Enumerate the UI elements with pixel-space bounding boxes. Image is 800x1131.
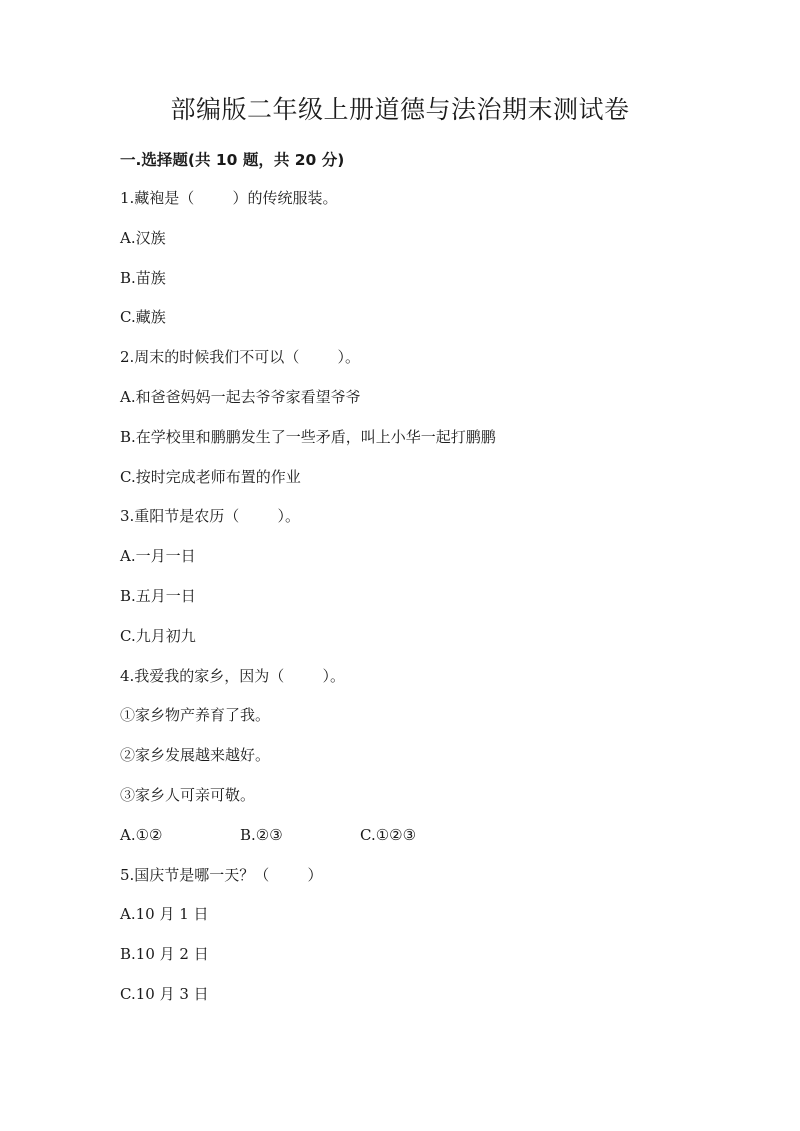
answer-option: A.和爸爸妈妈一起去爷爷家看望爷爷 [120,387,361,406]
answer-option: B.五月一日 [120,586,196,605]
question-stem: 4.我爱我的家乡，因为（ ）。 [120,666,345,685]
answer-option: C.九月初九 [120,626,196,645]
question-stem: 3.重阳节是农历（ ）。 [120,507,300,526]
section-heading: 一.选择题(共 10 题，共 20 分) [120,151,345,169]
statement: ①家乡物产养育了我。 [120,706,271,725]
question-stem: 5.国庆节是哪一天？（ ） [120,865,323,884]
page-title: 部编版二年级上册道德与法治期末测试卷 [170,95,630,124]
answer-option: C.按时完成老师布置的作业 [120,467,301,486]
answer-option: B.苗族 [120,268,166,287]
answer-option: A.一月一日 [120,547,196,566]
answer-option: C.①②③ [360,825,417,844]
answer-option: B.在学校里和鹏鹏发生了一些矛盾，叫上小华一起打鹏鹏 [120,427,496,446]
answer-option: A.10 月 1 日 [120,905,209,924]
answer-option: A.①② [120,825,163,844]
answer-option: C.藏族 [120,308,166,327]
answer-option: A.汉族 [120,228,166,247]
question-stem: 1.藏袍是（ ）的传统服装。 [120,189,338,207]
answer-option: C.10 月 3 日 [120,984,209,1003]
question-stem: 2.周末的时候我们不可以（ ）。 [120,348,360,367]
answer-option: B.10 月 2 日 [120,945,209,964]
question-list [120,187,700,1023]
inline-option-row [120,824,700,864]
statement: ②家乡发展越来越好。 [120,746,271,765]
statement: ③家乡人可亲可敬。 [120,785,256,804]
answer-option: B.②③ [240,825,283,844]
